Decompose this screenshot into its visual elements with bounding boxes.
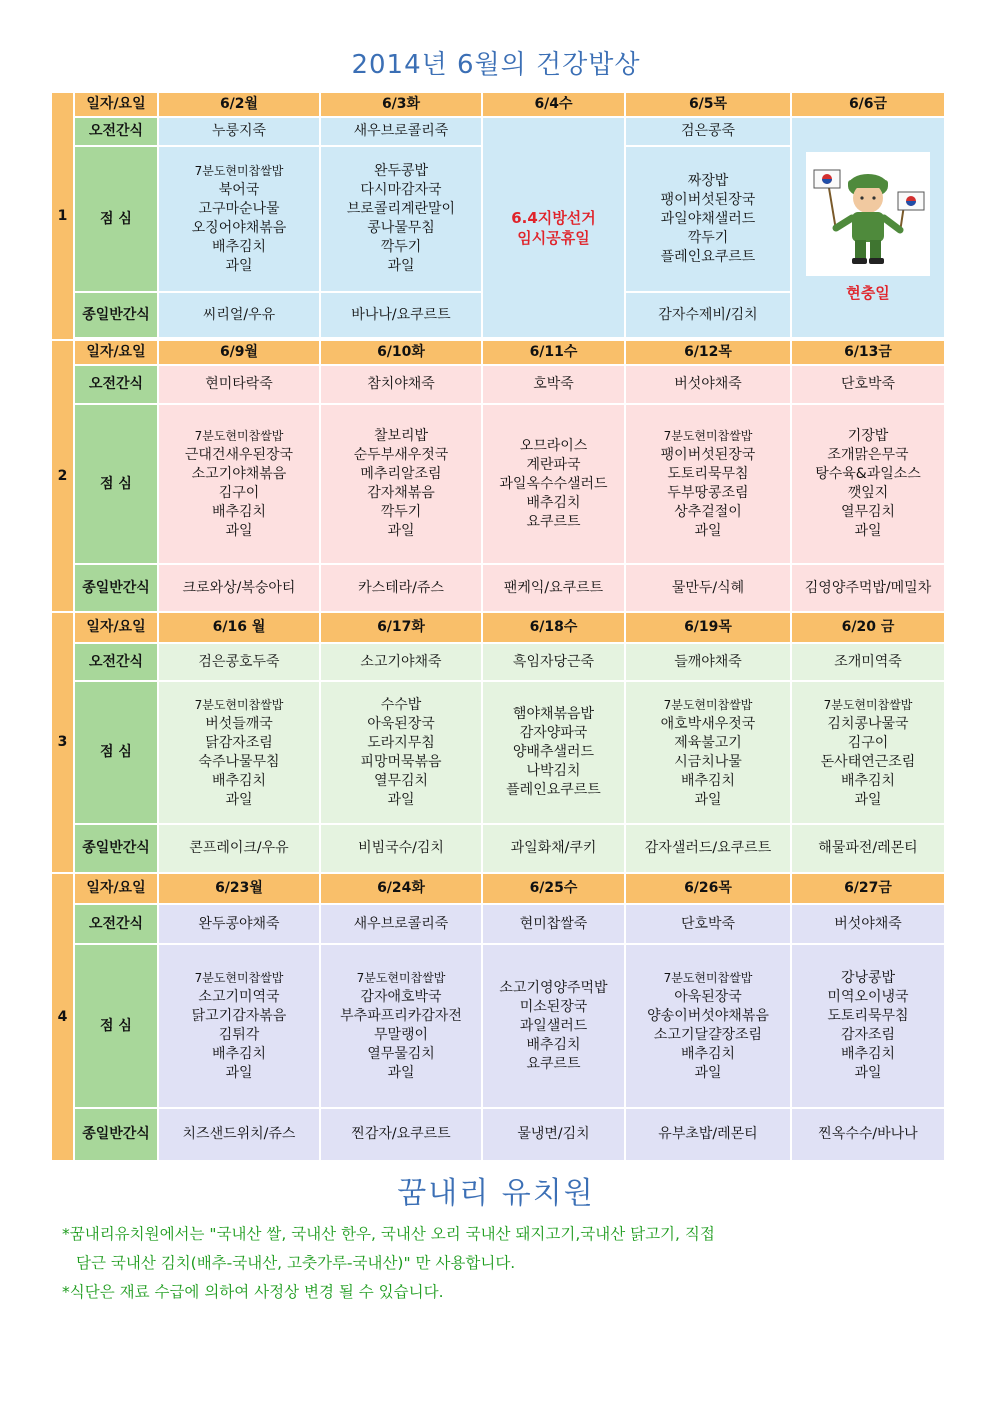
menu-item: 오징어야채볶음 — [191, 220, 287, 236]
menu-item: 깍두기 — [380, 239, 422, 255]
lunch-menu — [625, 681, 791, 824]
menu-item: 아욱된장국 — [367, 715, 435, 732]
lunch-menu — [320, 146, 482, 292]
afternoon-snack-label: 종일반간식 — [74, 564, 158, 612]
week-3 — [51, 612, 945, 873]
menu-item: 도라지무침 — [367, 734, 435, 751]
day-header: 6/16 월 — [158, 612, 320, 643]
day-header: 6/18수 — [482, 612, 625, 643]
lunch-menu — [158, 681, 320, 824]
morning-snack: 흑임자당근죽 — [482, 643, 625, 681]
morning-snack: 검은콩죽 — [625, 117, 791, 146]
lunch-menu — [482, 681, 625, 824]
menu-item: 근대건새우된장국 — [184, 447, 294, 463]
menu-item: 닭감자조림 — [205, 734, 273, 751]
menu-item: 콩나물무침 — [367, 220, 435, 236]
afternoon-snack: 바나나/요쿠르트 — [320, 292, 482, 338]
menu-item: 과일 — [225, 258, 253, 274]
day-header: 6/23월 — [158, 873, 320, 904]
day-header: 6/27금 — [791, 873, 945, 904]
lunch-label: 점 심 — [74, 681, 158, 824]
kindergarten-name: 꿈내리 유치원 — [397, 1176, 595, 1211]
menu-item: 상추겉절이 — [674, 504, 742, 520]
menu-item: 과일 — [694, 791, 722, 808]
afternoon-snack: 크로와상/복숭아티 — [158, 564, 320, 612]
menu-item: 부추파프리카감자전 — [340, 1008, 462, 1024]
menu-item: 찰보리밥 — [373, 428, 429, 444]
menu-item: 7분도현미찹쌀밥 — [823, 697, 913, 712]
lunch-label: 점 심 — [74, 146, 158, 292]
morning-snack: 현미타락죽 — [158, 365, 320, 404]
lunch-menu — [791, 404, 945, 564]
lunch-menu — [158, 146, 320, 292]
menu-item: 7분도현미찹쌀밥 — [194, 429, 284, 443]
page-title: 2014년 6월의 건강밥상 — [351, 50, 641, 80]
menu-item: 두부땅콩조림 — [667, 485, 749, 501]
menu-item: 요쿠르트 — [526, 513, 581, 530]
menu-item: 배추김치 — [840, 772, 896, 789]
menu-item: 계란파국 — [526, 456, 581, 473]
day-header: 6/3화 — [320, 92, 482, 117]
afternoon-snack-label: 종일반간식 — [74, 824, 158, 873]
lunch-menu — [625, 404, 791, 564]
menu-item: 김튀각 — [218, 1027, 260, 1043]
morning-snack: 누룽지죽 — [158, 117, 320, 146]
menu-item: 다시마감자국 — [360, 182, 442, 198]
menu-item: 미역오이냉국 — [827, 989, 909, 1005]
afternoon-snack: 과일화채/쿠키 — [482, 824, 625, 873]
day-header: 6/4수 — [482, 92, 625, 117]
menu-item: 요쿠르트 — [526, 1055, 581, 1072]
menu-item: 깍두기 — [687, 229, 729, 246]
afternoon-snack: 찐옥수수/바나나 — [791, 1108, 945, 1161]
menu-item: 감자조림 — [840, 1027, 896, 1043]
week-4 — [51, 873, 945, 1161]
menu-item: 양송이버섯야채볶음 — [647, 1008, 769, 1024]
menu-item: 배추김치 — [840, 1046, 896, 1062]
lunch-label: 점 심 — [74, 944, 158, 1108]
lunch-menu — [158, 404, 320, 564]
menu-item: 김구이 — [847, 734, 889, 751]
holiday-line: 6.4지방선거 — [511, 208, 596, 227]
menu-item: 과일 — [694, 1065, 722, 1081]
holiday-line: 임시공휴일 — [517, 228, 590, 247]
notes — [62, 1220, 942, 1307]
menu-item: 배추김치 — [211, 239, 267, 255]
day-header: 6/6금 — [791, 92, 945, 117]
afternoon-snack: 콘프레이크/우유 — [158, 824, 320, 873]
menu-item: 배추김치 — [211, 1046, 267, 1062]
morning-snack-label: 오전간식 — [74, 904, 158, 944]
menu-item: 도토리묵무침 — [667, 466, 749, 482]
menu-item: 아욱된장국 — [674, 989, 742, 1005]
morning-snack: 단호박죽 — [791, 365, 945, 404]
menu-item: 감자애호박국 — [360, 989, 442, 1005]
week-number: 2 — [51, 340, 74, 612]
day-header: 6/17화 — [320, 612, 482, 643]
menu-item: 배추김치 — [680, 772, 736, 789]
afternoon-snack: 찐감자/요쿠르트 — [320, 1108, 482, 1161]
lunch-menu — [482, 404, 625, 564]
menu-item: 돈사태연근조림 — [820, 753, 916, 770]
day-header: 6/10화 — [320, 340, 482, 365]
menu-item: 숙주나물무침 — [198, 753, 280, 770]
morning-snack-label: 오전간식 — [74, 643, 158, 681]
afternoon-snack: 감자샐러드/요쿠르트 — [625, 824, 791, 873]
menu-item: 7분도현미찹쌀밥 — [194, 697, 284, 712]
date-day-label: 일자/요일 — [74, 92, 158, 117]
menu-item: 감자채볶음 — [367, 485, 435, 501]
menu-item: 7분도현미찹쌀밥 — [356, 971, 446, 985]
menu-item: 양배추샐러드 — [512, 744, 595, 760]
menu-item: 과일 — [387, 1065, 415, 1081]
afternoon-snack: 물만두/식혜 — [625, 564, 791, 612]
morning-snack: 소고기야채죽 — [320, 643, 482, 681]
afternoon-snack: 카스테라/쥬스 — [320, 564, 482, 612]
menu-item: 7분도현미찹쌀밥 — [663, 971, 753, 985]
morning-snack: 참치야채죽 — [320, 365, 482, 404]
note-line: 담근 국내산 김치(배추-국내산, 고춧가루-국내산)" 만 사용합니다. — [76, 1254, 516, 1272]
menu-item: 과일 — [854, 523, 882, 539]
menu-item: 오므라이스 — [519, 437, 588, 454]
day-header: 6/13금 — [791, 340, 945, 365]
day-header: 6/12목 — [625, 340, 791, 365]
memorial-day-cell — [791, 117, 945, 338]
menu-item: 순두부새우젓국 — [353, 447, 449, 463]
menu-item: 도토리묵무침 — [827, 1008, 909, 1024]
menu-item: 강낭콩밥 — [840, 970, 896, 986]
week-2 — [51, 340, 945, 612]
afternoon-snack: 감자수제비/김치 — [625, 292, 791, 338]
morning-snack: 새우브로콜리죽 — [320, 117, 482, 146]
menu-item: 과일 — [854, 1065, 882, 1081]
day-header: 6/24화 — [320, 873, 482, 904]
menu-item: 배추김치 — [211, 504, 267, 520]
lunch-label: 점 심 — [74, 404, 158, 564]
menu-item: 열무김치 — [840, 504, 896, 520]
menu-item: 브로콜리계란말이 — [346, 201, 456, 217]
lunch-menu — [158, 944, 320, 1108]
afternoon-snack: 김영양주먹밥/메밀차 — [791, 564, 945, 612]
lunch-menu — [320, 681, 482, 824]
week-number: 4 — [51, 873, 74, 1161]
menu-item: 시금치나물 — [674, 753, 742, 770]
menu-item: 과일야채샐러드 — [660, 210, 756, 227]
menu-item: 열무물김치 — [367, 1046, 435, 1062]
menu-item: 과일옥수수샐러드 — [499, 475, 608, 492]
menu-item: 완두콩밥 — [373, 163, 429, 179]
menu-item: 팽이버섯된장국 — [660, 191, 756, 208]
week-1 — [51, 92, 945, 340]
menu-item: 버섯들깨국 — [205, 715, 273, 732]
date-day-label: 일자/요일 — [74, 612, 158, 643]
menu-item: 애호박새우젓국 — [660, 715, 756, 732]
menu-item: 김구이 — [218, 485, 260, 501]
menu-item: 과일샐러드 — [519, 1017, 588, 1034]
day-header: 6/11수 — [482, 340, 625, 365]
lunch-menu — [625, 944, 791, 1108]
menu-item: 소고기영양주먹밥 — [499, 979, 608, 996]
menu-item: 김치콩나물국 — [827, 715, 909, 732]
date-day-label: 일자/요일 — [74, 340, 158, 365]
menu-item: 소고기야채볶음 — [191, 466, 287, 482]
menu-item: 조개맑은무국 — [827, 447, 909, 463]
morning-snack: 호박죽 — [482, 365, 625, 404]
menu-item: 과일 — [387, 258, 415, 274]
menu-item: 소고기달걀장조림 — [653, 1027, 763, 1043]
menu-table — [50, 91, 946, 1162]
holiday-cell — [482, 117, 625, 338]
menu-item: 과일 — [225, 1065, 253, 1081]
morning-snack: 버섯야채죽 — [791, 904, 945, 944]
afternoon-snack-label: 종일반간식 — [74, 1108, 158, 1161]
menu-item: 열무김치 — [373, 772, 429, 789]
morning-snack: 조개미역죽 — [791, 643, 945, 681]
menu-item: 과일 — [387, 791, 415, 808]
day-header: 6/2월 — [158, 92, 320, 117]
day-header: 6/9월 — [158, 340, 320, 365]
morning-snack-label: 오전간식 — [74, 117, 158, 146]
morning-snack: 현미찹쌀죽 — [482, 904, 625, 944]
day-header: 6/19목 — [625, 612, 791, 643]
note-line: *꿈내리유치원에서는 "국내산 쌀, 국내산 한우, 국내산 오리 국내산 돼지고기,국내산 닭고기, 직접 — [62, 1225, 715, 1243]
menu-item: 피망머묵볶음 — [360, 753, 442, 770]
menu-item: 배추김치 — [526, 494, 581, 511]
morning-snack-label: 오전간식 — [74, 365, 158, 404]
menu-item: 7분도현미찹쌀밥 — [194, 971, 284, 985]
menu-item: 미소된장국 — [519, 998, 588, 1015]
week-number: 3 — [51, 612, 74, 873]
menu-item: 닭고기감자볶음 — [191, 1008, 287, 1024]
menu-item: 짜장밥 — [687, 172, 729, 189]
menu-item: 과일 — [387, 523, 415, 539]
lunch-menu — [320, 404, 482, 564]
afternoon-snack: 해물파전/레몬티 — [791, 824, 945, 873]
menu-item: 플레인요쿠르트 — [660, 248, 756, 265]
day-header: 6/26목 — [625, 873, 791, 904]
day-header: 6/5목 — [625, 92, 791, 117]
afternoon-snack-label: 종일반간식 — [74, 292, 158, 338]
menu-item: 햄야채볶음밥 — [512, 706, 595, 722]
lunch-menu — [320, 944, 482, 1108]
memorial-day-label: 현충일 — [846, 284, 890, 302]
afternoon-snack: 팬케익/요쿠르트 — [482, 564, 625, 612]
menu-item: 수수밥 — [380, 696, 422, 713]
morning-snack: 버섯야채죽 — [625, 365, 791, 404]
morning-snack: 완두콩야채죽 — [158, 904, 320, 944]
menu-item: 나박김치 — [526, 763, 581, 779]
menu-item: 탕수육&과일소스 — [815, 466, 921, 482]
menu-item: 플레인요쿠르트 — [506, 782, 601, 798]
morning-snack: 새우브로콜리죽 — [320, 904, 482, 944]
afternoon-snack: 치즈샌드위치/쥬스 — [158, 1108, 320, 1161]
menu-item: 기장밥 — [847, 428, 889, 444]
afternoon-snack: 물냉면/김치 — [482, 1108, 625, 1161]
menu-item: 소고기미역국 — [198, 989, 280, 1005]
lunch-menu — [482, 944, 625, 1108]
date-day-label: 일자/요일 — [74, 873, 158, 904]
menu-item: 메추리알조림 — [360, 466, 442, 482]
lunch-menu — [791, 681, 945, 824]
menu-item: 과일 — [225, 523, 253, 539]
menu-item: 7분도현미찹쌀밥 — [663, 697, 753, 712]
soldier-with-flags-icon — [806, 152, 930, 276]
lunch-menu — [625, 146, 791, 292]
lunch-menu — [791, 944, 945, 1108]
menu-item: 과일 — [854, 791, 882, 808]
menu-item: 제육불고기 — [674, 734, 742, 751]
afternoon-snack: 씨리얼/우유 — [158, 292, 320, 338]
menu-item: 과일 — [225, 791, 253, 808]
menu-item: 북어국 — [218, 182, 260, 198]
day-header: 6/25수 — [482, 873, 625, 904]
menu-item: 배추김치 — [526, 1036, 581, 1053]
menu-item: 팽이버섯된장국 — [660, 447, 756, 463]
morning-snack: 검은콩호두죽 — [158, 643, 320, 681]
menu-item: 무말랭이 — [373, 1027, 429, 1043]
menu-item: 고구마순나물 — [198, 201, 280, 217]
menu-item: 배추김치 — [680, 1046, 736, 1062]
afternoon-snack: 비빔국수/김치 — [320, 824, 482, 873]
menu-item: 7분도현미찹쌀밥 — [194, 164, 284, 178]
week-number: 1 — [51, 92, 74, 340]
morning-snack: 들깨야채죽 — [625, 643, 791, 681]
menu-item: 7분도현미찹쌀밥 — [663, 429, 753, 443]
menu-item: 과일 — [694, 523, 722, 539]
menu-item: 감자양파국 — [519, 725, 588, 741]
day-header: 6/20 금 — [791, 612, 945, 643]
menu-item: 깍두기 — [380, 504, 422, 520]
afternoon-snack: 유부초밥/레몬티 — [625, 1108, 791, 1161]
menu-item: 배추김치 — [211, 772, 267, 789]
menu-item: 깻잎지 — [847, 485, 889, 501]
note-line: *식단은 재료 수급에 의하여 사정상 변경 될 수 있습니다. — [62, 1283, 444, 1301]
morning-snack: 단호박죽 — [625, 904, 791, 944]
